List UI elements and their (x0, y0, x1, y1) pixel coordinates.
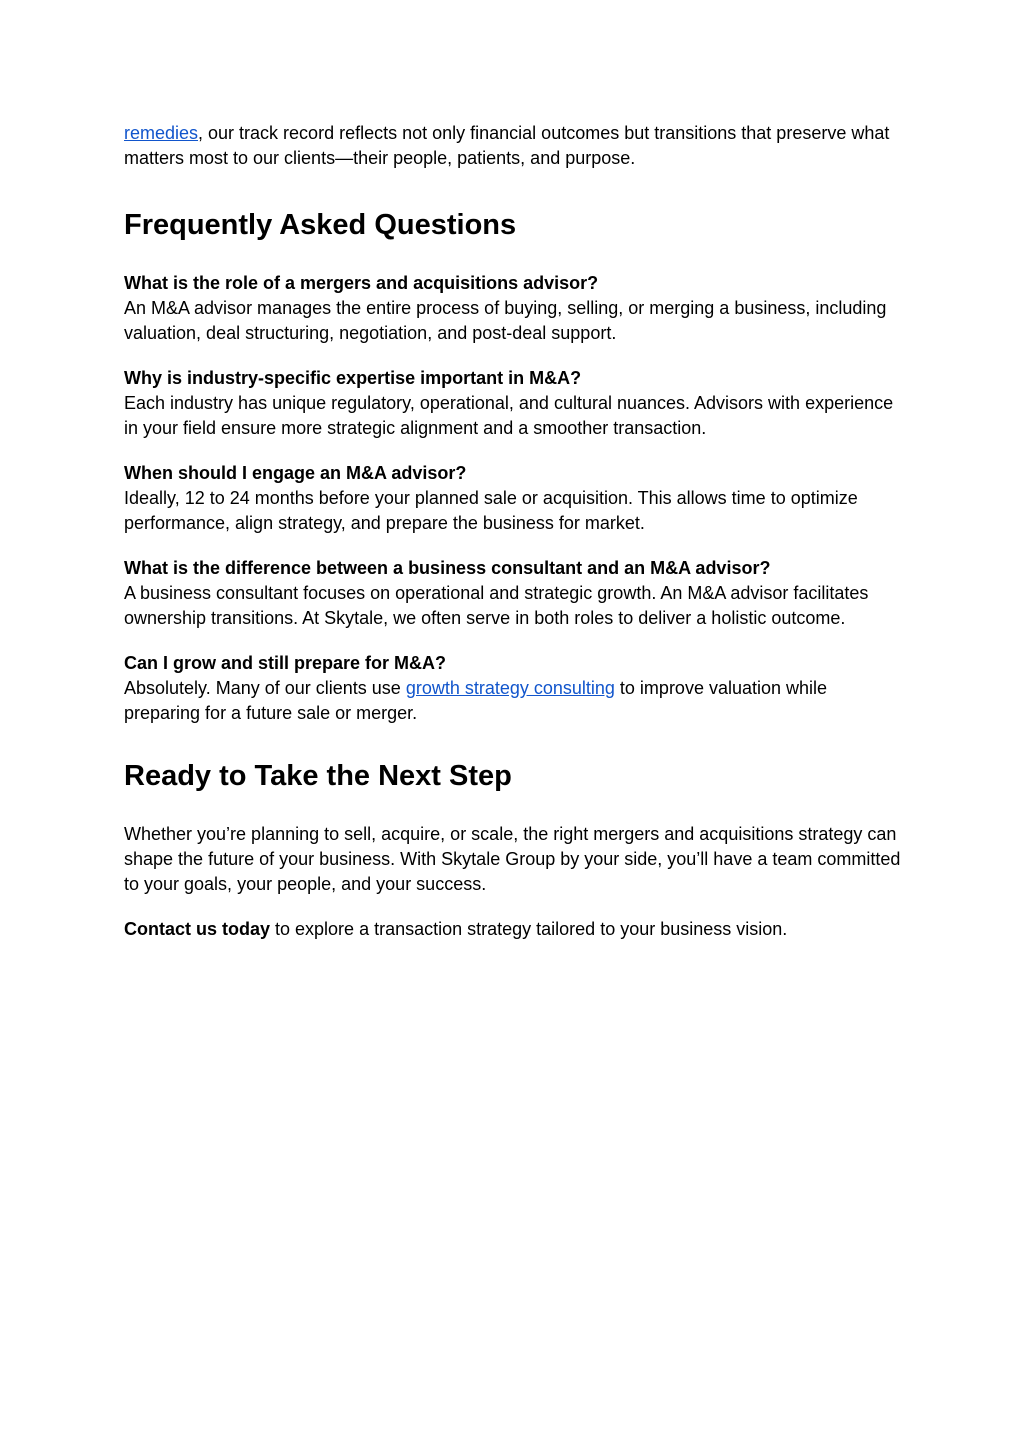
cta-bold-text: Contact us today (124, 919, 271, 939)
faq-question: When should I engage an M&A advisor? (124, 463, 467, 483)
faq-item (124, 651, 904, 726)
faq-answer (124, 676, 904, 726)
faq-question: What is the role of a mergers and acquisitions advisor? (124, 273, 599, 293)
document-page (124, 121, 904, 942)
faq-heading: Frequently Asked Questions (124, 209, 517, 241)
faq-item (124, 556, 904, 631)
faq-answer-end: to improve valuation while preparing for a future sale or merger. (124, 678, 828, 723)
faq-answer: Each industry has unique regulatory, operational, and cultural nuances. Advisors with experience in your field ensure more strategic alignment and a smoother transaction. (124, 393, 894, 438)
faq-list (124, 271, 904, 726)
growth-strategy-consulting-link[interactable]: growth strategy consulting (405, 678, 615, 698)
intro-text: , our track record reflects not only financial outcomes but transitions that preserve what matters most to our clients—their people, patients, and purpose. (124, 123, 890, 168)
faq-item (124, 366, 904, 441)
intro-paragraph (124, 121, 904, 171)
faq-answer: An M&A advisor manages the entire process of buying, selling, or merging a business, including valuation, deal structuring, negotiation, and post-deal support. (124, 298, 887, 343)
faq-question: Can I grow and still prepare for M&A? (124, 653, 447, 673)
faq-answer: A business consultant focuses on operational and strategic growth. An M&A advisor facilitates ownership transitions. At Skytale, we often serve in both roles to deliver a holistic outcome. (124, 583, 869, 628)
next-step-paragraph: Whether you’re planning to sell, acquire, or scale, the right mergers and acquisitions strategy can shape the future of your business. With Skytale Group by your side, you’ll have a team committed to your goals, your people, and your success. (124, 824, 901, 894)
remedies-link[interactable]: remedies (124, 123, 199, 143)
faq-answer-start: Absolutely. Many of our clients use (124, 678, 406, 698)
faq-item (124, 271, 904, 346)
cta-paragraph (124, 917, 904, 942)
cta-text: to explore a transaction strategy tailored to your business vision. (270, 919, 788, 939)
faq-answer: Ideally, 12 to 24 months before your planned sale or acquisition. This allows time to optimize performance, align strategy, and prepare the business for market. (124, 488, 858, 533)
faq-question: Why is industry-specific expertise important in M&A? (124, 368, 582, 388)
faq-item (124, 461, 904, 536)
next-step-heading: Ready to Take the Next Step (124, 760, 512, 792)
faq-question: What is the difference between a business consultant and an M&A advisor? (124, 558, 771, 578)
